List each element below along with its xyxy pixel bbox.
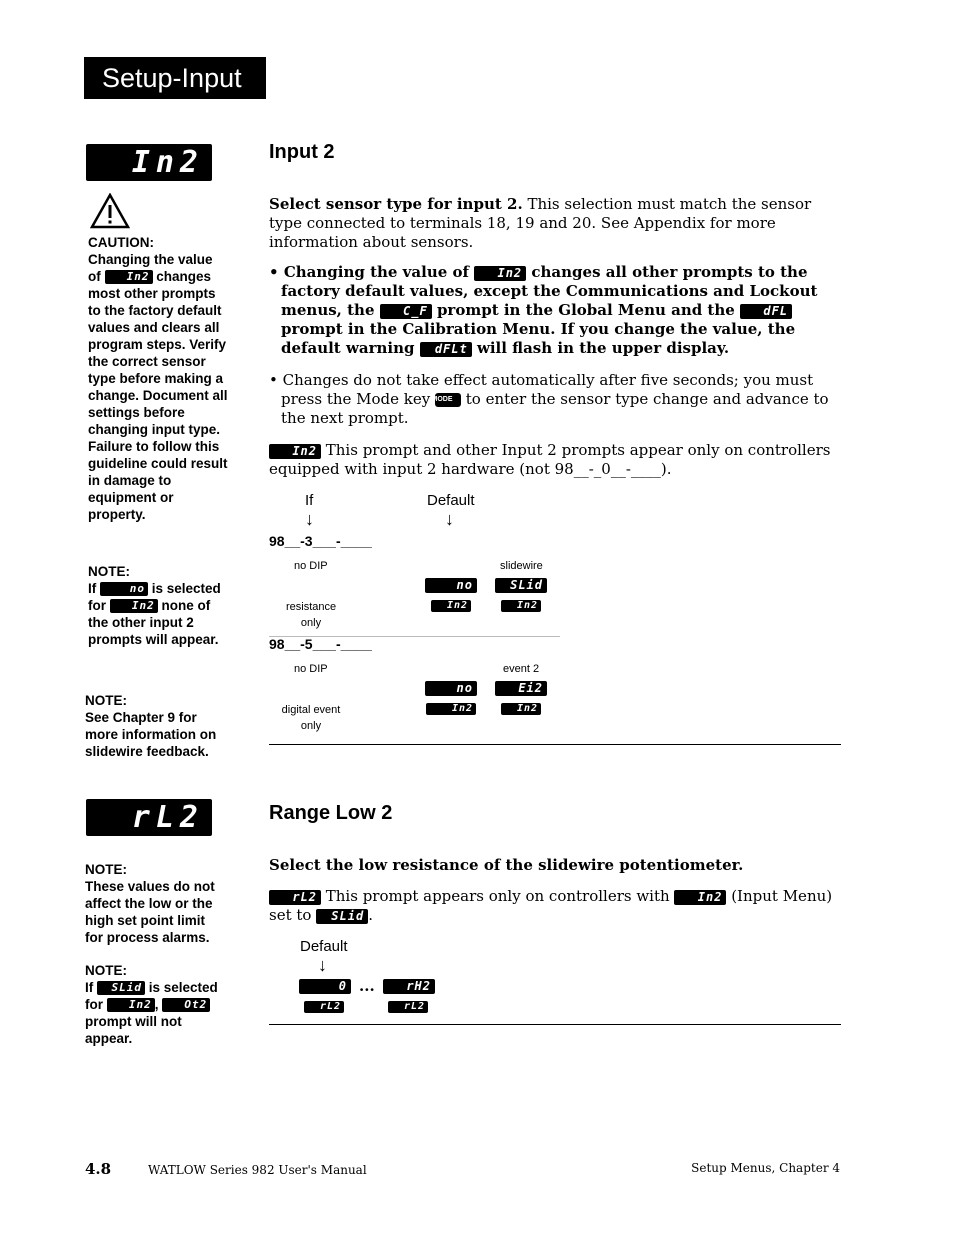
bullet2-text-b: to enter the sensor type change and advance to the next prompt. [281,390,829,427]
if-label: If [305,492,314,509]
note1-title: NOTE: [88,564,130,579]
bullet1-text-e: will flash in the upper display. [471,339,730,357]
col-event2: event 2 [503,663,540,675]
bullet1-text-a: Changing the value of [283,263,475,281]
note4-title: NOTE: [85,963,127,978]
note3-text: These values do not affect the low or the high set point limit for process alarms. [85,879,215,945]
section-heading-range-low2: Range Low 2 [269,802,393,824]
rl2-note-text-c: . [368,906,373,924]
hw-note-text: This prompt and other Input 2 prompts appear only on controllers equipped with input 2 hardware (not 98__-_0__-____). [269,441,831,478]
lcd-slid: SLid [495,578,547,593]
note1-if: If [88,581,100,596]
mode-key-icon: MODE [435,393,461,407]
note4-lcd-in2: In2 [107,998,155,1012]
note1-lcd-in2: In2 [110,599,158,613]
digital-event-label: digital event [281,704,341,716]
lcd-in2: In2 [426,703,476,715]
bullet1-text-b: changes all other prompts to the factory default values, except the Communications and Lockout menus, the [281,263,818,319]
row-digital-event-only [276,702,346,734]
bullet1-lcd-dflt: dFLt [420,342,472,357]
input2-intro [269,195,841,252]
resistance-label: resistance [286,601,337,613]
note1-lcd-no: no [100,582,148,596]
lcd-in2: In2 [431,600,471,612]
note4-comma: , [154,997,163,1012]
arrow-down-icon: ↓ [318,955,327,975]
manual-title: WATLOW Series 982 User's Manual [148,1163,367,1177]
note-slid-selected [85,962,225,1047]
note4-if: If [85,980,97,995]
section-divider [269,1024,841,1025]
note4-lcd-slid: SLid [97,981,145,995]
caution-icon [90,193,130,229]
col-slidewire: slidewire [500,560,543,572]
caution-line1: Changing the value [88,252,213,267]
note-no-selected [88,563,228,648]
note-slidewire [85,692,225,760]
input2-hardware-note [269,441,841,479]
section-divider [269,744,841,745]
note2-title: NOTE: [85,693,127,708]
caution-note [88,234,228,523]
in2-prompt-display: In2 [86,144,212,181]
model-code-3: 98__-3___-____ [269,533,372,549]
rl2-note-lcd-slid: SLid [316,909,368,924]
caution-text: changes most other prompts to the factory default values and clears all program steps. Verify the correct sensor type before making a change. Document all settings before changing input type. Failure to follow this guideline could result in damage to equipment or property. [88,269,228,522]
lcd-in2: In2 [501,703,541,715]
model-code-5: 98__-5___-____ [269,636,372,652]
caution-title: CAUTION: [88,235,154,250]
lcd-range-low-value: 0 [299,979,351,994]
bullet1-lcd-cf: C_F [380,304,432,319]
note3-title: NOTE: [85,862,127,877]
note1-text: none of the other input 2 prompts will appear. [88,598,219,647]
range-low2-intro: Select the low resistance of the slidewire potentiometer. [269,856,744,874]
lcd-in2: In2 [501,600,541,612]
lcd-rh2: rH2 [383,979,435,994]
lcd-no: no [425,681,477,696]
bullet-mode-key: • Changes do not take effect automatically after five seconds; you must press the Mode key MODE to enter the sensor type change and advance to the next prompt. [269,371,829,427]
input2-intro-bold: Select sensor type for input 2. [269,195,523,213]
note-alarms [85,861,225,946]
lcd-rl2: rL2 [388,1001,428,1013]
lcd-ei2: Ei2 [495,681,547,696]
bullet-default-warning: • Changing the value of In2 changes all other prompts to the factory default values, except the Communications and Lockout menus, the C_F prompt in the Global Menu and the dFL prompt in the Calibration Menu. If you change the value, the default warning dFLt will flash in the upper display. [269,263,818,357]
section-heading-input2: Input 2 [269,141,335,163]
bullet1-lcd-dfl: dFL [740,304,792,319]
rl2-note-text-b: (Input Menu) set to [269,887,833,924]
only-label: only [300,720,322,732]
bullet1-lcd-in2: In2 [474,266,526,281]
col-no-dip: no DIP [294,663,328,675]
bullet2-text-a: Changes do not take effect automatically after five seconds; you must press the Mode key [281,371,814,408]
arrow-down-icon: ↓ [305,509,314,529]
rl2-note-lcd-rl2: rL2 [269,890,321,905]
page-number: 4.8 [85,1160,112,1178]
note4-mid: is selected for [85,980,218,1012]
range-default-label: Default [300,938,348,955]
rl2-note-text-a: This prompt appears only on controllers with [321,887,675,905]
note4-lcd-ot2: Ot2 [162,998,210,1012]
rl2-note-lcd-in2: In2 [674,890,726,905]
chapter-label: Setup Menus, Chapter 4 [691,1161,840,1175]
note1-mid: is selected for [88,581,221,613]
row-resistance-only [286,599,336,631]
col-no-dip: no DIP [294,560,328,572]
arrow-down-icon: ↓ [445,509,454,529]
note2-text: See Chapter 9 for more information on slidewire feedback. [85,710,217,759]
lcd-rl2: rL2 [304,1001,344,1013]
note4-text: prompt will not appear. [85,1014,182,1046]
default-label: Default [427,492,475,509]
bullet1-text-d: prompt in the Calibration Menu. If you change the value, the default warning [281,320,796,357]
input2-intro-text: This selection must match the sensor type connected to terminals 18, 19 and 20. See Appendix for more information about sensors. [269,195,812,251]
only-label: only [300,617,322,629]
bullet1-text-c: prompt in the Global Menu and the [431,301,741,319]
rl2-prompt-display: rL2 [86,799,212,836]
range-low2-note [269,887,841,925]
range-ellipsis: ... [359,977,375,995]
page-title: Setup-Input [84,57,266,99]
caution-lcd-in2: In2 [105,270,153,284]
caution-of: of [88,269,105,284]
hw-note-lcd-in2: In2 [269,444,321,459]
lcd-no: no [425,578,477,593]
